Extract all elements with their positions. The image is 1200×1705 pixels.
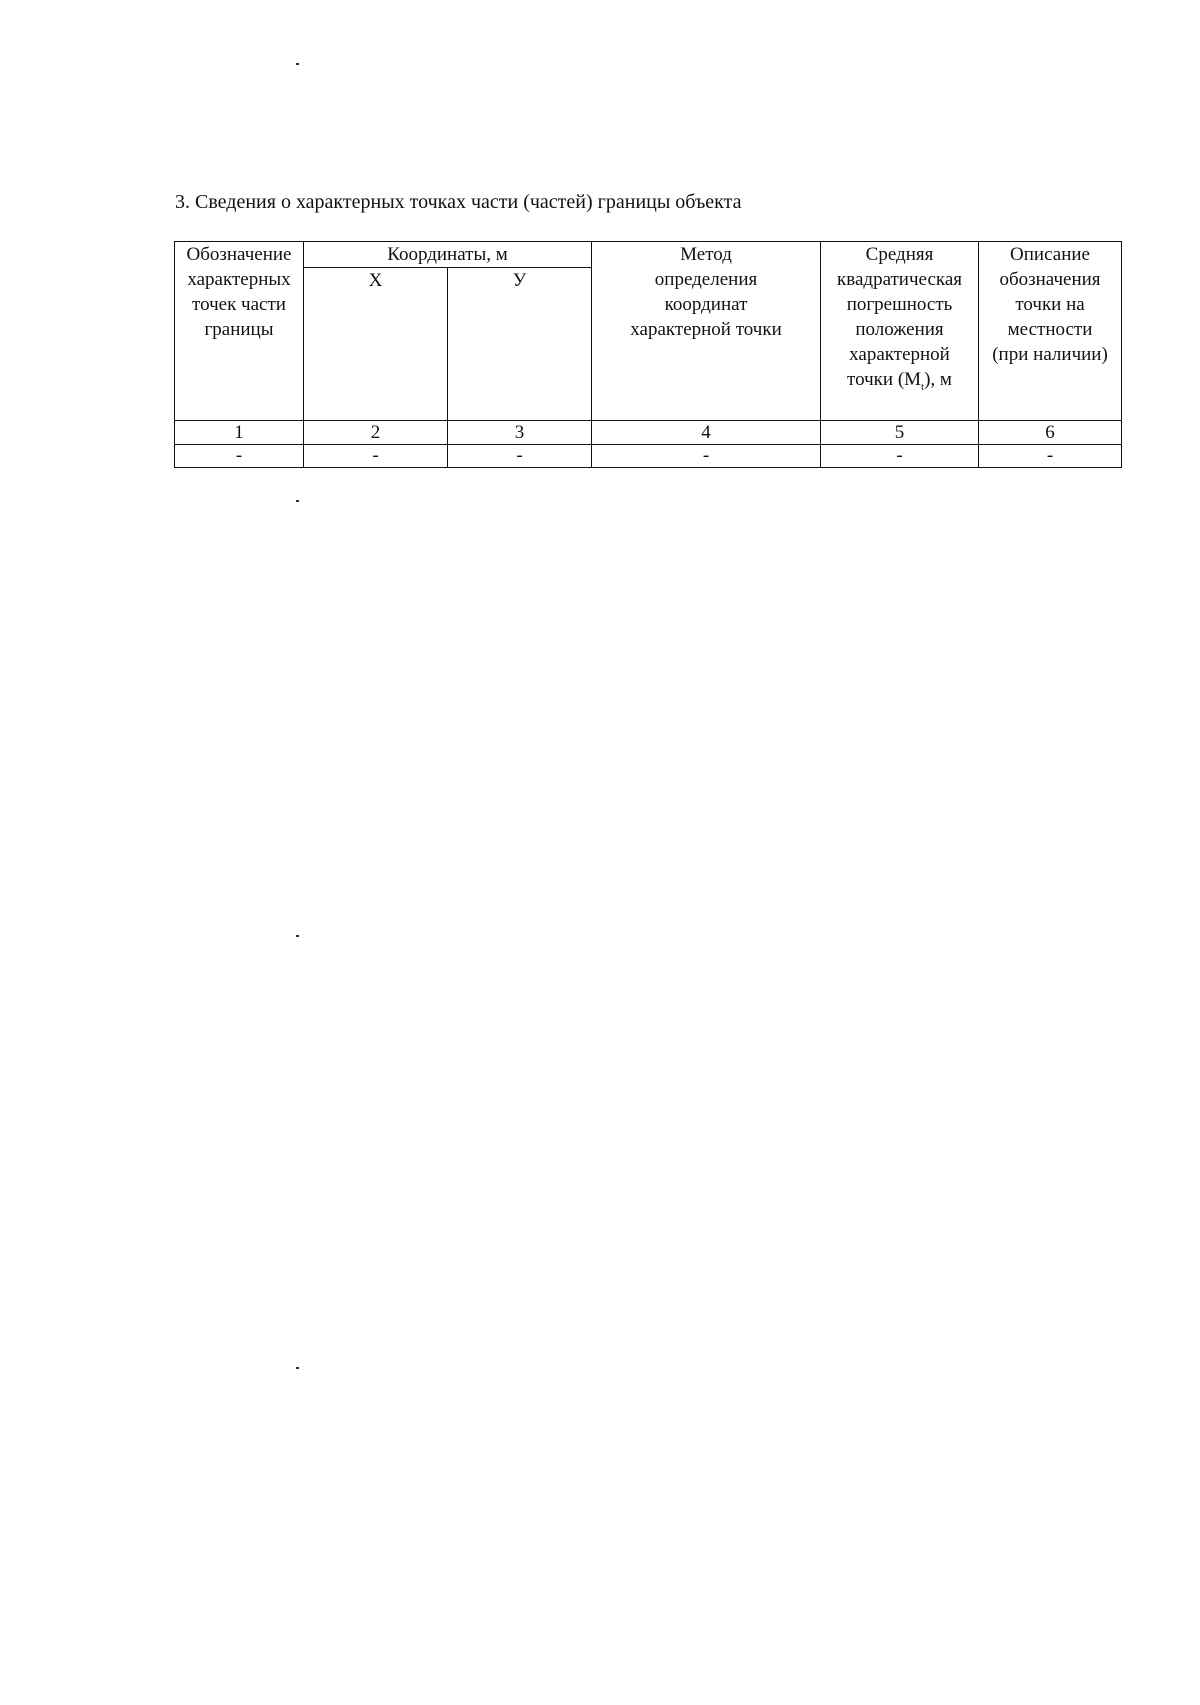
header-coordinates: Координаты, м — [304, 242, 592, 268]
table-cell: - — [592, 445, 821, 468]
column-number: 1 — [175, 421, 304, 445]
table-cell: - — [175, 445, 304, 468]
scan-mark — [296, 1367, 299, 1369]
column-number: 5 — [821, 421, 979, 445]
table-row — [175, 445, 1122, 468]
header-method: Метод определения координат характерной точки — [592, 242, 821, 421]
scan-mark — [296, 63, 299, 65]
header-mean-square-error: Средняя квадратическая погрешность положения характерной точки $(М_t)$, м — [821, 242, 979, 421]
column-number: 4 — [592, 421, 821, 445]
header-point-designation: Обозначение характерных точек части границы — [175, 242, 304, 421]
column-number-row — [175, 421, 1122, 445]
table-cell: - — [448, 445, 592, 468]
scan-mark — [296, 935, 299, 937]
header-x: Х — [304, 268, 448, 421]
table-cell: - — [979, 445, 1122, 468]
table-cell: - — [304, 445, 448, 468]
characteristic-points-table — [174, 241, 1122, 468]
table-cell: - — [821, 445, 979, 468]
column-number: 2 — [304, 421, 448, 445]
scan-mark — [296, 500, 299, 502]
header-description: Описание обозначения точки на местности (при наличии) — [979, 242, 1122, 421]
header-y: У — [448, 268, 592, 421]
column-number: 3 — [448, 421, 592, 445]
column-number: 6 — [979, 421, 1122, 445]
section-title: 3. Сведения о характерных точках части (частей) границы объекта — [175, 191, 742, 213]
